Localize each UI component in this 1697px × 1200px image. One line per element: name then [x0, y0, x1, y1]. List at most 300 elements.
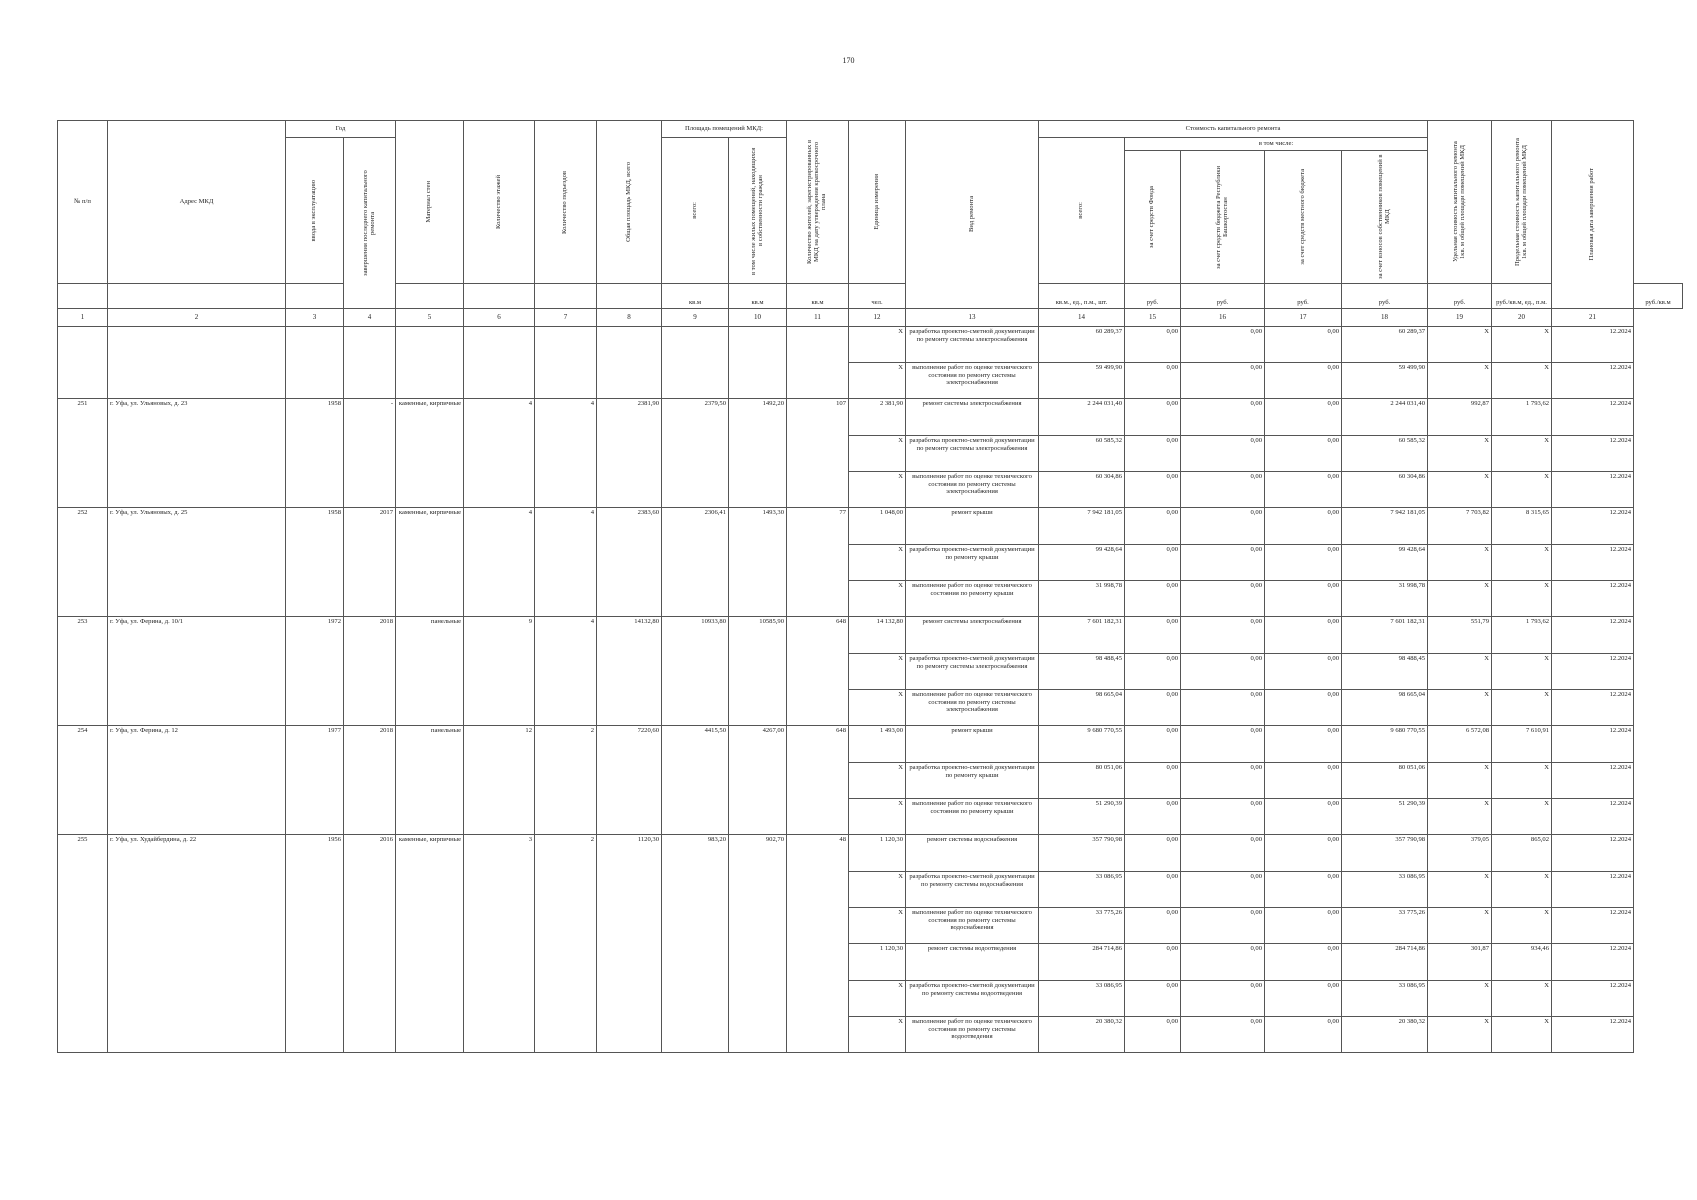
repair-type: разработка проектно-сметной документации по ремонту крыши: [906, 545, 1039, 581]
header-specific-cost: Удельная стоимость капитального ремонта 1кв. м общей площади помещений МКД: [1428, 121, 1492, 284]
specific-cost: X: [1428, 545, 1492, 581]
unit-cell: кв.м: [662, 284, 729, 309]
specific-cost: X: [1428, 799, 1492, 835]
cost-total: 60 304,86: [1039, 472, 1125, 508]
max-cost: 7 610,91: [1492, 726, 1552, 763]
cost-owners: 2 244 031,40: [1342, 399, 1428, 436]
repair-type: разработка проектно-сметной документации по ремонту системы электроснабжения: [906, 327, 1039, 363]
house-number: 251: [58, 399, 108, 508]
column-number: 4: [344, 309, 396, 327]
cost-budget-rb: 0,00: [1181, 1017, 1265, 1053]
specific-cost: 379,05: [1428, 835, 1492, 872]
house-number: 255: [58, 835, 108, 1053]
cost-owners: 99 428,64: [1342, 545, 1428, 581]
specific-cost: X: [1428, 363, 1492, 399]
units-row: [58, 284, 1683, 309]
cost-fund: 0,00: [1125, 981, 1181, 1017]
cost-budget-rb: 0,00: [1181, 726, 1265, 763]
cost-budget-rb: 0,00: [1181, 690, 1265, 726]
unit-value: X: [849, 581, 906, 617]
premises-area-residential: 4267,00: [729, 726, 787, 835]
cost-fund: 0,00: [1125, 944, 1181, 981]
plan-date: 12.2024: [1552, 581, 1634, 617]
cost-owners: 60 289,37: [1342, 327, 1428, 363]
unit-value: X: [849, 872, 906, 908]
unit-value: X: [849, 654, 906, 690]
header-cost: Стоимость капитального ремонта: [1039, 121, 1428, 138]
plan-date: 12.2024: [1552, 508, 1634, 545]
column-numbers-row: [58, 309, 1683, 327]
max-cost: X: [1492, 545, 1552, 581]
cost-budget-rb: 0,00: [1181, 545, 1265, 581]
plan-date: 12.2024: [1552, 327, 1634, 363]
specific-cost: 7 703,82: [1428, 508, 1492, 545]
table-row: [58, 508, 1683, 545]
plan-date: 12.2024: [1552, 472, 1634, 508]
cost-owners: 98 665,04: [1342, 690, 1428, 726]
specific-cost: X: [1428, 690, 1492, 726]
total-area: [597, 327, 662, 399]
header-year: Год: [286, 121, 396, 138]
specific-cost: X: [1428, 872, 1492, 908]
cost-budget-local: 0,00: [1265, 872, 1342, 908]
residents: 648: [787, 726, 849, 835]
plan-date: 12.2024: [1552, 981, 1634, 1017]
max-cost: X: [1492, 799, 1552, 835]
max-cost: X: [1492, 1017, 1552, 1053]
cost-total: 7 942 181,05: [1039, 508, 1125, 545]
house-number: 254: [58, 726, 108, 835]
specific-cost: 551,79: [1428, 617, 1492, 654]
column-number: 18: [1342, 309, 1428, 327]
repair-type: ремонт системы водоснабжения: [906, 835, 1039, 872]
cost-fund: 0,00: [1125, 1017, 1181, 1053]
header-year-last-repair: завершения последнего капитального ремонта: [344, 138, 396, 309]
repair-type: ремонт крыши: [906, 726, 1039, 763]
max-cost: X: [1492, 363, 1552, 399]
header-including: в том числе:: [1125, 138, 1428, 151]
premises-area-residential: [729, 327, 787, 399]
plan-date: 12.2024: [1552, 726, 1634, 763]
cost-budget-local: 0,00: [1265, 690, 1342, 726]
repair-type: разработка проектно-сметной документации по ремонту системы водоснабжения: [906, 872, 1039, 908]
cost-owners: 31 998,78: [1342, 581, 1428, 617]
header-owners: за счет взносов собственников помещений в МКД: [1342, 151, 1428, 284]
cost-fund: 0,00: [1125, 799, 1181, 835]
wall-material: панельные: [396, 617, 464, 726]
cost-total: 7 601 182,31: [1039, 617, 1125, 654]
repair-plan-table: [57, 120, 1683, 1053]
year-commission: 1977: [286, 726, 344, 835]
unit-value: 14 132,80: [849, 617, 906, 654]
cost-owners: 9 680 770,55: [1342, 726, 1428, 763]
cost-fund: 0,00: [1125, 508, 1181, 545]
plan-date: 12.2024: [1552, 872, 1634, 908]
max-cost: X: [1492, 654, 1552, 690]
repair-type: выполнение работ по оценке технического состояния по ремонту крыши: [906, 581, 1039, 617]
cost-fund: 0,00: [1125, 617, 1181, 654]
repair-type: разработка проектно-сметной документации по ремонту системы электроснабжения: [906, 436, 1039, 472]
repair-type: ремонт системы водоотведения: [906, 944, 1039, 981]
table-row: [58, 726, 1683, 763]
specific-cost: 992,87: [1428, 399, 1492, 436]
cost-budget-rb: 0,00: [1181, 472, 1265, 508]
plan-date: 12.2024: [1552, 654, 1634, 690]
cost-owners: 80 051,06: [1342, 763, 1428, 799]
max-cost: X: [1492, 908, 1552, 944]
specific-cost: X: [1428, 436, 1492, 472]
unit-value: X: [849, 545, 906, 581]
premises-area-total: 4415,50: [662, 726, 729, 835]
header-floors: Количество этажей: [464, 121, 535, 284]
unit-value: 1 120,30: [849, 835, 906, 872]
unit-value: X: [849, 436, 906, 472]
cost-budget-rb: 0,00: [1181, 799, 1265, 835]
column-number: 15: [1125, 309, 1181, 327]
cost-budget-local: 0,00: [1265, 835, 1342, 872]
specific-cost: X: [1428, 763, 1492, 799]
units-blank: [286, 284, 344, 309]
cost-fund: 0,00: [1125, 327, 1181, 363]
header-budget-local: за счет средств местного бюджета: [1265, 151, 1342, 284]
cost-total: 9 680 770,55: [1039, 726, 1125, 763]
entrances: 2: [535, 726, 597, 835]
cost-total: 59 499,90: [1039, 363, 1125, 399]
plan-date: 12.2024: [1552, 399, 1634, 436]
residents: 648: [787, 617, 849, 726]
total-area: 1120,30: [597, 835, 662, 1053]
header-num: № п/п: [58, 121, 108, 284]
cost-budget-rb: 0,00: [1181, 835, 1265, 872]
year-commission: 1958: [286, 399, 344, 508]
cost-total: 33 086,95: [1039, 981, 1125, 1017]
cost-owners: 59 499,90: [1342, 363, 1428, 399]
unit-cell: кв.м: [787, 284, 849, 309]
header-premises-repair: в том числе жилых помещений, находящихся в собственности граждан: [729, 138, 787, 284]
units-blank: [396, 284, 464, 309]
cost-fund: 0,00: [1125, 872, 1181, 908]
floors: 4: [464, 508, 535, 617]
header-budget-rb: за счет средств бюджета Республики Башкортостан: [1181, 151, 1265, 284]
repair-type: разработка проектно-сметной документации по ремонту системы водоотведения: [906, 981, 1039, 1017]
cost-budget-rb: 0,00: [1181, 654, 1265, 690]
cost-owners: 98 488,45: [1342, 654, 1428, 690]
premises-area-total: 2306,41: [662, 508, 729, 617]
wall-material: панельные: [396, 726, 464, 835]
unit-value: X: [849, 763, 906, 799]
cost-budget-rb: 0,00: [1181, 436, 1265, 472]
header-row-1: [58, 121, 1683, 138]
column-number: 8: [597, 309, 662, 327]
unit-value: X: [849, 363, 906, 399]
cost-total: 60 585,32: [1039, 436, 1125, 472]
column-number: 16: [1181, 309, 1265, 327]
cost-fund: 0,00: [1125, 835, 1181, 872]
column-number: 17: [1265, 309, 1342, 327]
total-area: 14132,80: [597, 617, 662, 726]
column-number: 11: [787, 309, 849, 327]
residents: 48: [787, 835, 849, 1053]
max-cost: X: [1492, 327, 1552, 363]
specific-cost: X: [1428, 472, 1492, 508]
premises-area-total: [662, 327, 729, 399]
cost-budget-rb: 0,00: [1181, 508, 1265, 545]
cost-budget-local: 0,00: [1265, 799, 1342, 835]
total-area: 2383,60: [597, 508, 662, 617]
table-body: [58, 327, 1683, 1053]
residents: [787, 327, 849, 399]
cost-budget-local: 0,00: [1265, 399, 1342, 436]
specific-cost: X: [1428, 1017, 1492, 1053]
max-cost: 8 315,65: [1492, 508, 1552, 545]
units-blank: [464, 284, 535, 309]
cost-budget-local: 0,00: [1265, 327, 1342, 363]
premises-area-total: 983,20: [662, 835, 729, 1053]
floors: 12: [464, 726, 535, 835]
year-last-repair: 2018: [344, 726, 396, 835]
cost-budget-rb: 0,00: [1181, 363, 1265, 399]
cost-budget-rb: 0,00: [1181, 944, 1265, 981]
cost-budget-local: 0,00: [1265, 545, 1342, 581]
repair-type: разработка проектно-сметной документации по ремонту системы электроснабжения: [906, 654, 1039, 690]
cost-budget-local: 0,00: [1265, 908, 1342, 944]
cost-fund: 0,00: [1125, 654, 1181, 690]
column-number: 20: [1492, 309, 1552, 327]
house-address: г. Уфа, ул. Ферина, д. 12: [108, 726, 286, 835]
cost-fund: 0,00: [1125, 908, 1181, 944]
wall-material: каменные, кирпичные: [396, 508, 464, 617]
column-number: 1: [58, 309, 108, 327]
total-area: 2381,90: [597, 399, 662, 508]
cost-fund: 0,00: [1125, 436, 1181, 472]
header-unit: Единица измерения: [849, 121, 906, 284]
cost-budget-local: 0,00: [1265, 617, 1342, 654]
floors: 4: [464, 399, 535, 508]
house-address: г. Уфа, ул. Ферина, д. 10/1: [108, 617, 286, 726]
house-address: [108, 327, 286, 399]
house-address: г. Уфа, ул. Худайбердина, д. 22: [108, 835, 286, 1053]
header-premises-area: Площадь помещений МКД:: [662, 121, 787, 138]
year-last-repair: 2016: [344, 835, 396, 1053]
entrances: 2: [535, 835, 597, 1053]
year-last-repair: -: [344, 399, 396, 508]
column-number: 6: [464, 309, 535, 327]
unit-cell: руб.: [1342, 284, 1428, 309]
max-cost: X: [1492, 436, 1552, 472]
units-blank: [58, 284, 108, 309]
house-address: г. Уфа, ул. Ульяновых, д. 23: [108, 399, 286, 508]
plan-date: 12.2024: [1552, 436, 1634, 472]
max-cost: X: [1492, 763, 1552, 799]
max-cost: X: [1492, 981, 1552, 1017]
header-year-commission: ввода в эксплуатацию: [286, 138, 344, 284]
specific-cost: 6 572,08: [1428, 726, 1492, 763]
year-commission: 1958: [286, 508, 344, 617]
cost-budget-local: 0,00: [1265, 1017, 1342, 1053]
cost-total: 98 488,45: [1039, 654, 1125, 690]
plan-date: 12.2024: [1552, 617, 1634, 654]
specific-cost: 301,87: [1428, 944, 1492, 981]
cost-total: 60 289,37: [1039, 327, 1125, 363]
cost-budget-local: 0,00: [1265, 581, 1342, 617]
column-number: 7: [535, 309, 597, 327]
unit-value: 1 493,00: [849, 726, 906, 763]
cost-total: 99 428,64: [1039, 545, 1125, 581]
units-blank: [108, 284, 286, 309]
repair-type: ремонт системы электроснабжения: [906, 399, 1039, 436]
specific-cost: X: [1428, 654, 1492, 690]
column-number: 14: [1039, 309, 1125, 327]
plan-date: 12.2024: [1552, 944, 1634, 981]
cost-budget-rb: 0,00: [1181, 872, 1265, 908]
cost-budget-rb: 0,00: [1181, 908, 1265, 944]
max-cost: 934,46: [1492, 944, 1552, 981]
repair-type: выполнение работ по оценке технического состояния по ремонту системы электроснабжения: [906, 690, 1039, 726]
column-number: 13: [906, 309, 1039, 327]
unit-value: 1 048,00: [849, 508, 906, 545]
repair-type: выполнение работ по оценке технического состояния по ремонту системы электроснабжения: [906, 472, 1039, 508]
entrances: 4: [535, 399, 597, 508]
header-entrances: Количество подъездов: [535, 121, 597, 284]
table-row: [58, 835, 1683, 872]
header-cost-total: всего:: [1039, 138, 1125, 284]
wall-material: каменные, кирпичные: [396, 399, 464, 508]
cost-total: 33 086,95: [1039, 872, 1125, 908]
cost-budget-rb: 0,00: [1181, 399, 1265, 436]
header-premises-total: всего:: [662, 138, 729, 284]
cost-owners: 7 601 182,31: [1342, 617, 1428, 654]
cost-total: 51 290,39: [1039, 799, 1125, 835]
repair-type: выполнение работ по оценке технического состояния по ремонту системы водоснабжения: [906, 908, 1039, 944]
table-row: [58, 399, 1683, 436]
cost-fund: 0,00: [1125, 472, 1181, 508]
cost-total: 33 775,26: [1039, 908, 1125, 944]
unit-cell: руб.: [1125, 284, 1181, 309]
plan-date: 12.2024: [1552, 763, 1634, 799]
wall-material: [396, 327, 464, 399]
max-cost: 865,02: [1492, 835, 1552, 872]
max-cost: 1 793,62: [1492, 617, 1552, 654]
cost-fund: 0,00: [1125, 545, 1181, 581]
unit-cell: руб.: [1265, 284, 1342, 309]
year-commission: 1972: [286, 617, 344, 726]
cost-total: 80 051,06: [1039, 763, 1125, 799]
unit-value: X: [849, 690, 906, 726]
cost-fund: 0,00: [1125, 726, 1181, 763]
cost-owners: 7 942 181,05: [1342, 508, 1428, 545]
header-wall-material: Материал стен: [396, 121, 464, 284]
total-area: 7220,60: [597, 726, 662, 835]
unit-cell: руб.: [1428, 284, 1492, 309]
cost-budget-local: 0,00: [1265, 981, 1342, 1017]
header-max-cost: Предельная стоимость капитального ремонта 1кв. м общей площади помещений МКД: [1492, 121, 1552, 284]
header-repair-type: Вид ремонта: [906, 121, 1039, 309]
cost-total: 2 244 031,40: [1039, 399, 1125, 436]
unit-value: X: [849, 472, 906, 508]
premises-area-total: 10933,80: [662, 617, 729, 726]
year-last-repair: 2017: [344, 508, 396, 617]
cost-fund: 0,00: [1125, 690, 1181, 726]
cost-fund: 0,00: [1125, 763, 1181, 799]
header-residents: Количество жителей, зарегистрированных в МКД на дату утверждения краткосрочного плана: [787, 121, 849, 284]
cost-budget-local: 0,00: [1265, 726, 1342, 763]
plan-date: 12.2024: [1552, 545, 1634, 581]
page-number: 170: [842, 56, 855, 65]
cost-budget-rb: 0,00: [1181, 763, 1265, 799]
year-last-repair: 2018: [344, 617, 396, 726]
unit-value: X: [849, 1017, 906, 1053]
year-commission: [286, 327, 344, 399]
wall-material: каменные, кирпичные: [396, 835, 464, 1053]
entrances: 4: [535, 617, 597, 726]
plan-date: 12.2024: [1552, 1017, 1634, 1053]
unit-value: 1 120,30: [849, 944, 906, 981]
repair-type: выполнение работ по оценке технического состояния по ремонту крыши: [906, 799, 1039, 835]
cost-budget-local: 0,00: [1265, 363, 1342, 399]
repair-type: выполнение работ по оценке технического состояния по ремонту системы электроснабжения: [906, 363, 1039, 399]
unit-value: X: [849, 799, 906, 835]
house-number: 252: [58, 508, 108, 617]
house-number: [58, 327, 108, 399]
unit-value: X: [849, 981, 906, 1017]
cost-budget-local: 0,00: [1265, 508, 1342, 545]
cost-total: 284 714,86: [1039, 944, 1125, 981]
max-cost: X: [1492, 472, 1552, 508]
cost-owners: 357 790,98: [1342, 835, 1428, 872]
max-cost: 1 793,62: [1492, 399, 1552, 436]
cost-total: 98 665,04: [1039, 690, 1125, 726]
unit-cell: кв.м: [729, 284, 787, 309]
entrances: 4: [535, 508, 597, 617]
specific-cost: X: [1428, 581, 1492, 617]
cost-budget-local: 0,00: [1265, 944, 1342, 981]
cost-owners: 60 304,86: [1342, 472, 1428, 508]
max-cost: X: [1492, 872, 1552, 908]
units-blank: [597, 284, 662, 309]
cost-total: 31 998,78: [1039, 581, 1125, 617]
premises-area-total: 2379,50: [662, 399, 729, 508]
unit-cell: руб.: [1181, 284, 1265, 309]
entrances: [535, 327, 597, 399]
cost-budget-local: 0,00: [1265, 472, 1342, 508]
premises-area-residential: 1493,30: [729, 508, 787, 617]
cost-owners: 33 775,26: [1342, 908, 1428, 944]
cost-budget-rb: 0,00: [1181, 327, 1265, 363]
residents: 77: [787, 508, 849, 617]
max-cost: X: [1492, 690, 1552, 726]
floors: 9: [464, 617, 535, 726]
year-commission: 1956: [286, 835, 344, 1053]
column-number: 2: [108, 309, 286, 327]
plan-date: 12.2024: [1552, 363, 1634, 399]
max-cost: X: [1492, 581, 1552, 617]
premises-area-residential: 902,70: [729, 835, 787, 1053]
specific-cost: X: [1428, 981, 1492, 1017]
unit-value: 2 381,90: [849, 399, 906, 436]
cost-total: 20 380,32: [1039, 1017, 1125, 1053]
unit-cell: кв.м., ед., п.м., шт.: [1039, 284, 1125, 309]
cost-budget-local: 0,00: [1265, 654, 1342, 690]
cost-fund: 0,00: [1125, 399, 1181, 436]
cost-owners: 33 086,95: [1342, 872, 1428, 908]
cost-budget-local: 0,00: [1265, 436, 1342, 472]
plan-date: 12.2024: [1552, 690, 1634, 726]
unit-cell: руб./кв.м: [1634, 284, 1683, 309]
column-number: 10: [729, 309, 787, 327]
cost-owners: 284 714,86: [1342, 944, 1428, 981]
cost-budget-rb: 0,00: [1181, 617, 1265, 654]
cost-owners: 33 086,95: [1342, 981, 1428, 1017]
